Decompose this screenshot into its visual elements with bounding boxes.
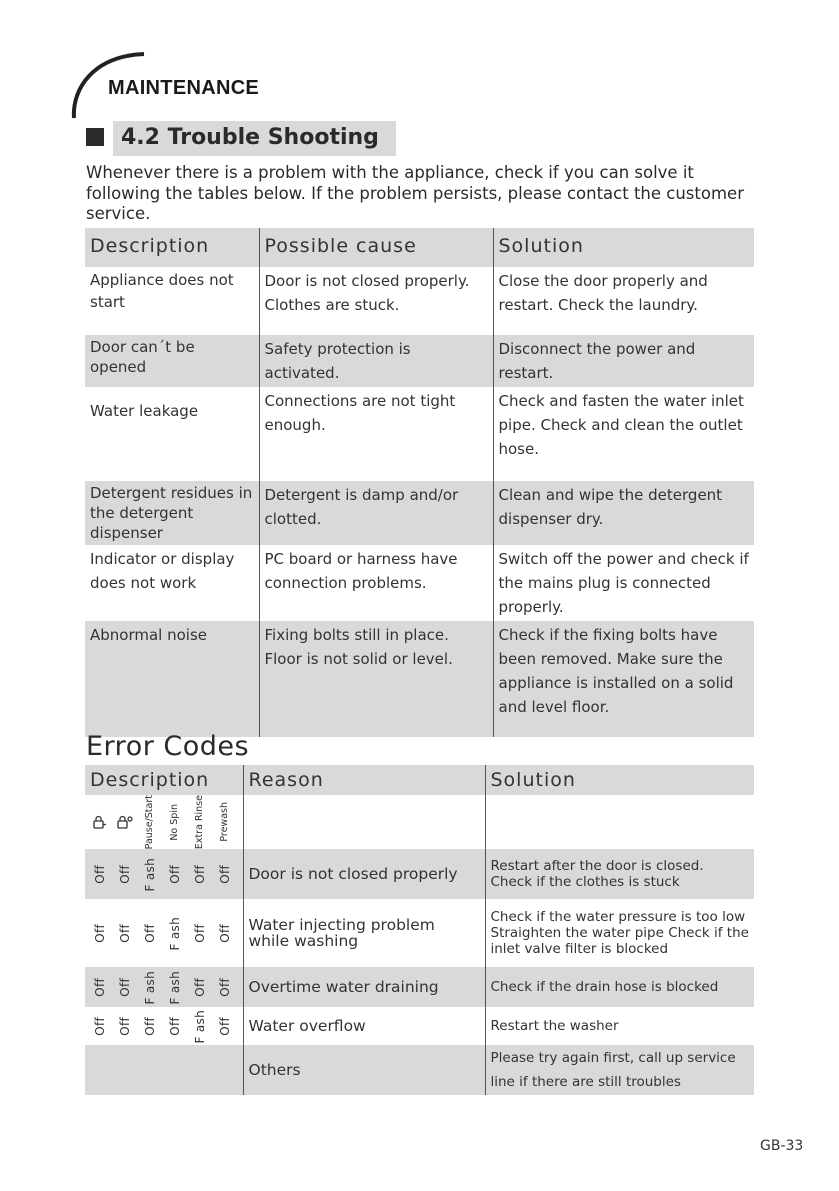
- row-solution: Please try again first, call up service line if there are still troubles: [485, 1045, 754, 1095]
- child-lock-icon: [112, 815, 137, 829]
- table-row: [85, 387, 754, 481]
- indicator-state: Off: [92, 1016, 107, 1036]
- table-row: [85, 545, 754, 621]
- table-row: [85, 899, 754, 967]
- indicator-state: Off: [217, 1016, 232, 1036]
- row-description: Abnormal noise: [90, 626, 208, 644]
- row-reason: Others: [243, 1045, 485, 1095]
- row-solution: Clean and wipe the detergent dispenser dry.: [493, 481, 754, 545]
- indicator-state: F ash: [167, 916, 182, 951]
- table-row: [85, 481, 754, 545]
- row-cause: Detergent is damp and/or clotted.: [259, 481, 493, 545]
- indicator-state: Off: [192, 977, 207, 997]
- indicator-state: Off: [92, 923, 107, 943]
- row-solution: Close the door properly and restart. Check the laundry.: [493, 267, 754, 335]
- indicator-label: No Spin: [168, 803, 180, 841]
- indicator-state: Off: [217, 977, 232, 997]
- indicator-header-row: [85, 795, 754, 849]
- indicator-state: Off: [117, 864, 132, 884]
- error-codes-table: [85, 765, 754, 1095]
- indicator-states: [85, 971, 243, 1004]
- row-solution: Check if the fixing bolts have been removed. Make sure the appliance is installed on a solid and level floor.: [493, 621, 754, 737]
- indicator-headers: [85, 795, 243, 849]
- row-reason: Door is not closed properly: [243, 849, 485, 899]
- row-description-empty: [85, 1045, 243, 1095]
- indicator-state: Off: [117, 1016, 132, 1036]
- row-solution: Check if the drain hose is blocked: [485, 967, 754, 1007]
- indicator-state: Off: [92, 864, 107, 884]
- row-solution: Restart the washer: [485, 1007, 754, 1045]
- row-description: Water leakage: [90, 402, 199, 420]
- table-row: [85, 849, 754, 899]
- row-cause: Fixing bolts still in place. Floor is not solid or level.: [259, 621, 493, 737]
- row-cause: PC board or harness have connection problems.: [259, 545, 493, 621]
- indicator-label: Pause/Start: [143, 795, 155, 850]
- row-solution: Restart after the door is closed. Check if the clothes is stuck: [485, 849, 754, 899]
- trouble-shooting-table: [85, 228, 754, 737]
- row-description: Indicator or display does not work: [90, 550, 235, 592]
- indicator-state: Off: [192, 864, 207, 884]
- indicator-state: Off: [142, 1016, 157, 1036]
- error-codes-title: Error Codes: [86, 731, 250, 762]
- table-row: [85, 967, 754, 1007]
- table-row: [85, 621, 754, 737]
- indicator-state: F ash: [167, 970, 182, 1005]
- indicator-states: [85, 858, 243, 891]
- indicator-state: Off: [167, 864, 182, 884]
- row-solution: Check and fasten the water inlet pipe. Check and clean the outlet hose.: [493, 387, 754, 481]
- row-cause: Door is not closed properly. Clothes are stuck.: [259, 267, 493, 335]
- column-header: Solution: [493, 228, 754, 267]
- indicator-state: Off: [192, 923, 207, 943]
- indicator-state: F ash: [142, 857, 157, 892]
- column-header: Reason: [243, 765, 485, 795]
- table-row: [85, 267, 754, 335]
- table-row: [85, 1007, 754, 1045]
- row-description: Detergent residues in the detergent dispenser: [90, 484, 253, 542]
- row-solution: Disconnect the power and restart.: [493, 335, 754, 387]
- section-label: MAINTENANCE: [108, 77, 260, 99]
- table-row: [85, 335, 754, 387]
- row-cause: Safety protection is activated.: [259, 335, 493, 387]
- indicator-label: Prewash: [218, 802, 230, 843]
- column-header: Solution: [485, 765, 754, 795]
- row-solution: Switch off the power and check if the mains plug is connected properly.: [493, 545, 754, 621]
- intro-text: Whenever there is a problem with the appliance, check if you can solve it following the tables below. If the problem persists, please contact the customer service.: [86, 163, 744, 223]
- lock-icon: [87, 815, 112, 829]
- row-description: Door can´t be opened: [90, 338, 195, 376]
- indicator-label: Extra Rinse: [193, 795, 205, 850]
- indicator-state: Off: [142, 923, 157, 943]
- indicator-state: Off: [217, 923, 232, 943]
- row-solution: Check if the water pressure is too low Straighten the water pipe Check if the inlet valve filter is blocked: [485, 899, 754, 967]
- indicator-state: Off: [117, 977, 132, 997]
- indicator-states: [85, 917, 243, 950]
- row-cause: Connections are not tight enough.: [259, 387, 493, 481]
- column-header: Description: [90, 235, 210, 257]
- row-reason: Water injecting problem while washing: [243, 899, 485, 967]
- row-reason: Overtime water draining: [243, 967, 485, 1007]
- title-bullet: [86, 128, 104, 146]
- indicator-state: F ash: [142, 970, 157, 1005]
- table-header-row: [85, 228, 754, 267]
- indicator-state: Off: [117, 923, 132, 943]
- column-header: Possible cause: [259, 228, 493, 267]
- table-row: [85, 1045, 754, 1095]
- indicator-state: F ash: [192, 1009, 207, 1044]
- row-description: Appliance does not start: [90, 271, 234, 311]
- indicator-state: Off: [167, 1016, 182, 1036]
- page-number: GB-33: [760, 1138, 804, 1154]
- indicator-state: Off: [92, 977, 107, 997]
- indicator-state: Off: [217, 864, 232, 884]
- column-header: Description: [90, 769, 210, 791]
- page-title: 4.2 Trouble Shooting: [121, 125, 379, 150]
- indicator-states: [85, 1010, 243, 1043]
- table-header-row: [85, 765, 754, 795]
- row-reason: Water overflow: [243, 1007, 485, 1045]
